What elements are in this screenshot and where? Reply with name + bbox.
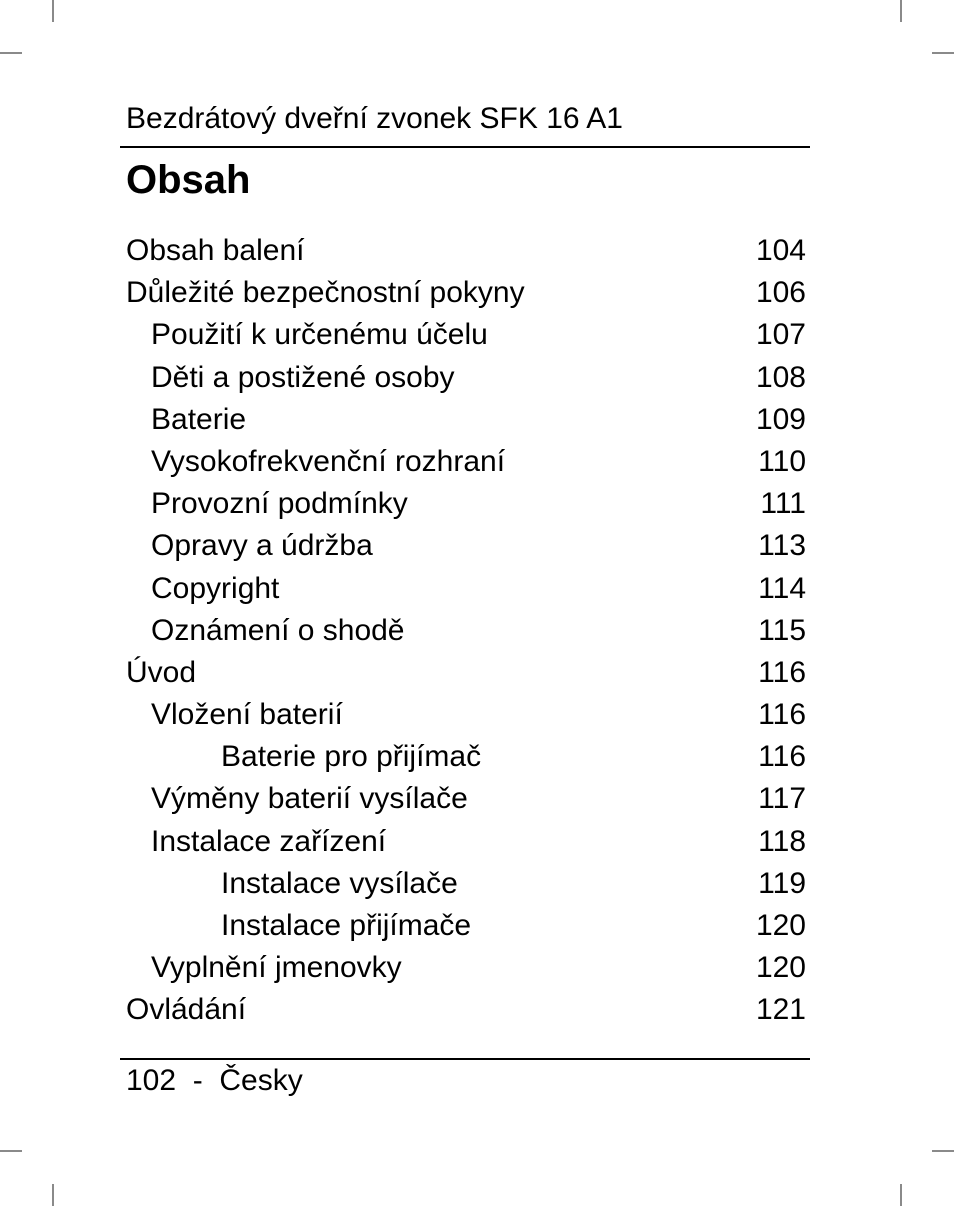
toc-entry[interactable] bbox=[126, 399, 806, 441]
crop-mark-top-right bbox=[900, 0, 902, 22]
toc-entry-page-number: 120 bbox=[755, 951, 806, 985]
toc-entry-label: Copyright bbox=[151, 571, 280, 605]
page-footer: 102 - Česky bbox=[126, 1064, 303, 1097]
toc-entry[interactable] bbox=[126, 610, 806, 652]
toc-entry-label: Vyplnění jmenovky bbox=[151, 951, 402, 985]
toc-entry-label: Ovládání bbox=[126, 993, 247, 1027]
crop-mark-top-left-side bbox=[0, 52, 22, 54]
toc-entry-page-number: 113 bbox=[758, 529, 806, 563]
toc-entry-label: Úvod bbox=[126, 655, 197, 689]
toc-entry-page-number: 117 bbox=[758, 782, 806, 816]
table-of-contents bbox=[126, 230, 806, 1032]
toc-entry[interactable] bbox=[126, 821, 806, 863]
toc-entry[interactable] bbox=[126, 778, 806, 820]
toc-entry-label: Instalace zařízení bbox=[151, 824, 387, 858]
crop-mark-top-left bbox=[52, 0, 54, 22]
toc-entry[interactable] bbox=[126, 694, 806, 736]
toc-entry[interactable] bbox=[126, 947, 806, 989]
crop-mark-bottom-right-side bbox=[932, 1150, 954, 1152]
toc-entry-page-number: 107 bbox=[755, 318, 806, 352]
toc-entry-page-number: 115 bbox=[758, 613, 806, 647]
toc-entry-page-number: 119 bbox=[758, 866, 806, 900]
toc-entry[interactable] bbox=[126, 314, 806, 356]
toc-entry-label: Instalace přijímače bbox=[221, 909, 472, 942]
toc-entry-page-number: 114 bbox=[758, 571, 806, 605]
toc-entry-label: Oznámení o shodě bbox=[151, 613, 405, 647]
toc-entry-label: Baterie pro přijímač bbox=[221, 740, 482, 774]
crop-mark-bottom-right bbox=[900, 1184, 902, 1206]
toc-entry-label: Baterie bbox=[151, 402, 247, 436]
toc-entry-label: Vložení baterií bbox=[151, 698, 343, 732]
toc-entry-label: Provozní podmínky bbox=[151, 487, 408, 521]
toc-entry[interactable] bbox=[126, 357, 806, 399]
toc-entry-label: Výměny baterií vysílače bbox=[151, 782, 468, 816]
footer-rule bbox=[120, 1058, 810, 1060]
toc-entry-page-number: 106 bbox=[755, 276, 806, 310]
crop-mark-bottom-left bbox=[52, 1184, 54, 1206]
toc-entry-page-number: 116 bbox=[758, 698, 806, 732]
toc-entry-label: Obsah balení bbox=[126, 234, 305, 267]
toc-entry-page-number: 116 bbox=[758, 740, 806, 774]
toc-entry-label: Děti a postižené osoby bbox=[151, 360, 455, 394]
toc-entry[interactable] bbox=[126, 989, 806, 1031]
toc-entry[interactable] bbox=[126, 863, 806, 905]
document-header-title: Bezdrátový dveřní zvonek SFK 16 A1 bbox=[126, 102, 623, 135]
crop-mark-top-right-side bbox=[932, 52, 954, 54]
toc-entry-page-number: 104 bbox=[755, 234, 806, 267]
toc-entry[interactable] bbox=[126, 905, 806, 947]
toc-entry[interactable] bbox=[126, 441, 806, 483]
crop-mark-bottom-left-side bbox=[0, 1150, 22, 1152]
page-heading: Obsah bbox=[126, 158, 251, 202]
toc-entry-page-number: 108 bbox=[755, 360, 806, 394]
toc-entry[interactable] bbox=[126, 736, 806, 778]
toc-entry[interactable] bbox=[126, 568, 806, 610]
toc-entry[interactable] bbox=[126, 230, 806, 272]
toc-entry[interactable] bbox=[126, 525, 806, 567]
toc-entry-label: Instalace vysílače bbox=[221, 866, 458, 900]
toc-entry-page-number: 121 bbox=[755, 993, 806, 1027]
toc-entry-page-number: 118 bbox=[758, 824, 806, 858]
toc-entry-label: Použití k určenému účelu bbox=[151, 318, 488, 352]
toc-entry-page-number: 110 bbox=[758, 444, 806, 478]
toc-entry-label: Vysokofrekvenční rozhraní bbox=[151, 444, 506, 478]
toc-entry-page-number: 109 bbox=[755, 402, 806, 436]
toc-entry-page-number: 120 bbox=[755, 909, 806, 942]
toc-entry[interactable] bbox=[126, 272, 806, 314]
toc-entry-page-number: 116 bbox=[758, 655, 806, 689]
toc-entry[interactable] bbox=[126, 483, 806, 525]
header-rule bbox=[120, 146, 810, 148]
toc-entry-page-number: 111 bbox=[760, 487, 806, 521]
toc-entry[interactable] bbox=[126, 652, 806, 694]
toc-entry-label: Opravy a údržba bbox=[151, 529, 373, 563]
toc-entry-label: Důležité bezpečnostní pokyny bbox=[126, 276, 525, 310]
